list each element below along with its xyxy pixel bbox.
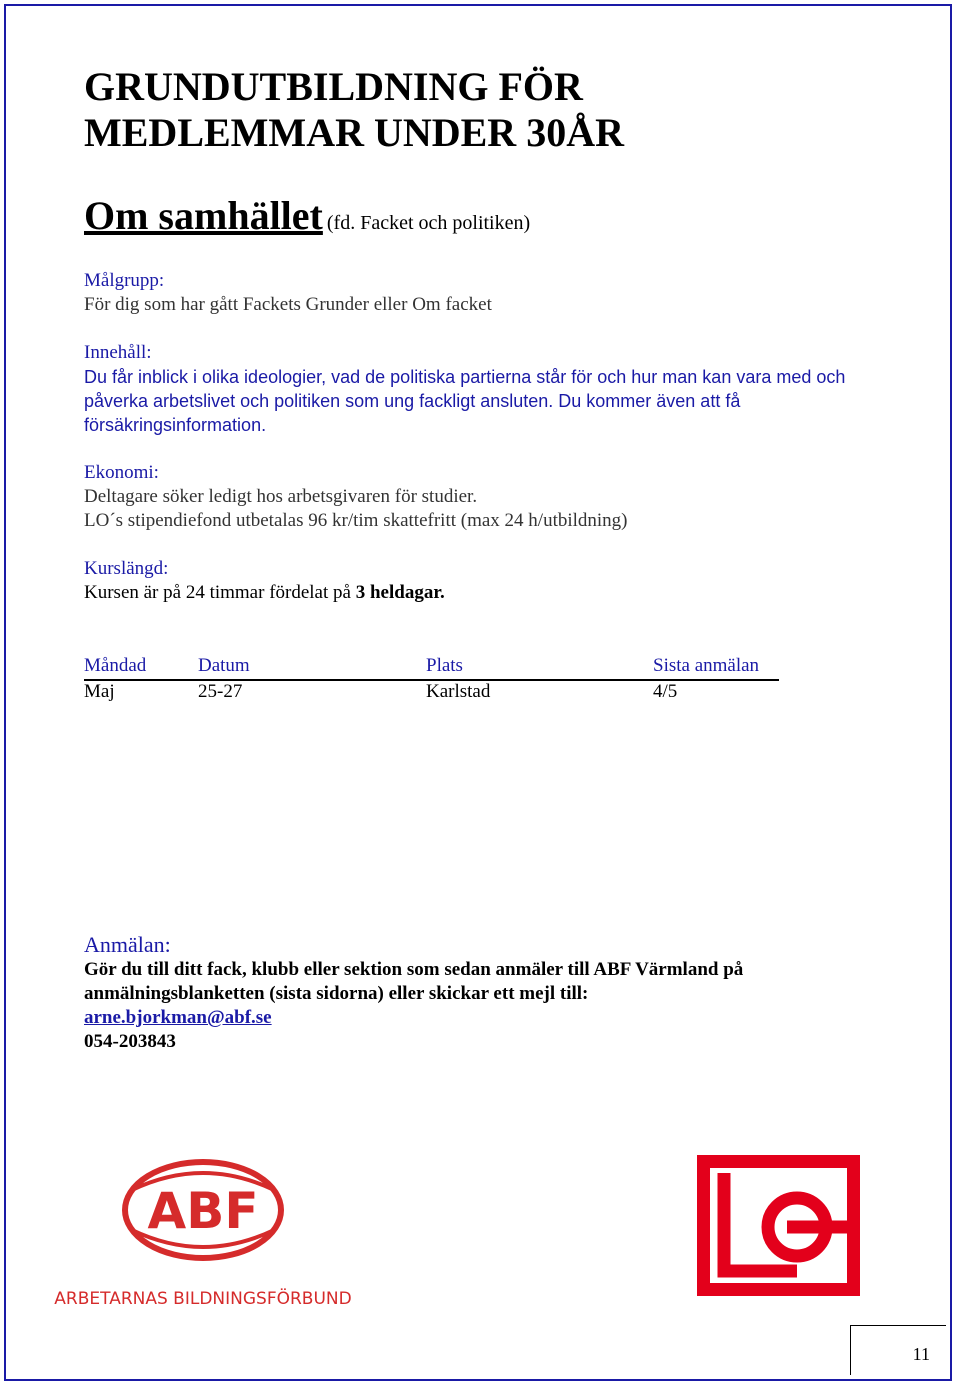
- innehall-label: Innehåll:: [84, 342, 152, 363]
- table-row: [84, 680, 779, 705]
- innehall-section: [84, 341, 884, 437]
- subtitle-row: [84, 192, 884, 239]
- kurslangd-text: [84, 581, 884, 605]
- malgrupp-text: För dig som har gått Fackets Grunder eller Om facket: [84, 294, 492, 315]
- email-link[interactable]: arne.bjorkman@abf.se: [84, 1007, 272, 1028]
- lo-logo: [697, 1155, 860, 1296]
- kurslangd-text-bold: 3 heldagar.: [355, 582, 445, 603]
- kurslangd-text-prefix: Kursen är på 24 timmar fördelat på: [84, 582, 351, 603]
- schedule-cell-month: Maj: [84, 681, 115, 702]
- phone-number: 054-203843: [84, 1031, 176, 1052]
- subtitle-note: (fd. Facket och politiken): [326, 212, 531, 234]
- schedule-cell-date: 25-27: [198, 681, 243, 702]
- page-number: 11: [912, 1344, 930, 1364]
- schedule-header-month: Måndad: [84, 655, 198, 680]
- abf-logo: [52, 1158, 354, 1308]
- main-content: [84, 64, 884, 705]
- anmalan-section: [84, 932, 904, 1054]
- ekonomi-line-2: LO´s stipendiefond utbetalas 96 kr/tim skattefritt (max 24 h/utbildning): [84, 510, 628, 531]
- page-title: [84, 64, 884, 156]
- ekonomi-label: Ekonomi:: [84, 462, 159, 483]
- anmalan-line-1: Gör du till ditt fack, klubb eller sektion som sedan anmäler till ABF Värmland på: [84, 959, 744, 980]
- schedule-table: [84, 655, 779, 705]
- abf-logo-mark: [125, 1162, 281, 1258]
- course-subtitle: Om samhället: [84, 193, 323, 238]
- schedule-cell-place: Karlstad: [426, 681, 491, 702]
- title-line-2: MEDLEMMAR UNDER 30ÅR: [84, 110, 624, 155]
- schedule-header-row: [84, 655, 779, 680]
- malgrupp-label: Målgrupp:: [84, 270, 165, 291]
- innehall-text: Du får inblick i olika ideologier, vad de politiska partierna står för och hur man kan vara med och påverka arbetslivet och politiken som ung fackligt ansluten. Du kommer även att få försäkringsinformation.: [84, 367, 846, 435]
- title-line-1: GRUNDUTBILDNING FÖR: [84, 64, 583, 109]
- kurslangd-label: Kurslängd:: [84, 558, 169, 579]
- ekonomi-section: [84, 461, 884, 533]
- malgrupp-section: [84, 269, 884, 317]
- anmalan-line-2: anmälningsblanketten (sista sidorna) eller skickar ett mejl till:: [84, 983, 589, 1004]
- schedule-header-date: Datum: [198, 655, 426, 680]
- schedule-header-place: Plats: [426, 655, 653, 680]
- kurslangd-section: [84, 557, 884, 605]
- schedule-cell-deadline: 4/5: [653, 681, 678, 702]
- page-number-box: [850, 1325, 946, 1375]
- schedule-header-deadline: Sista anmälan: [653, 655, 779, 680]
- ekonomi-line-1: Deltagare söker ledigt hos arbetsgivaren för studier.: [84, 486, 478, 507]
- abf-logo-tagline: ARBETARNAS BILDNINGSFÖRBUND: [54, 1289, 352, 1308]
- anmalan-label: Anmälan:: [84, 932, 171, 957]
- abf-logo-text: ABF: [147, 1182, 259, 1240]
